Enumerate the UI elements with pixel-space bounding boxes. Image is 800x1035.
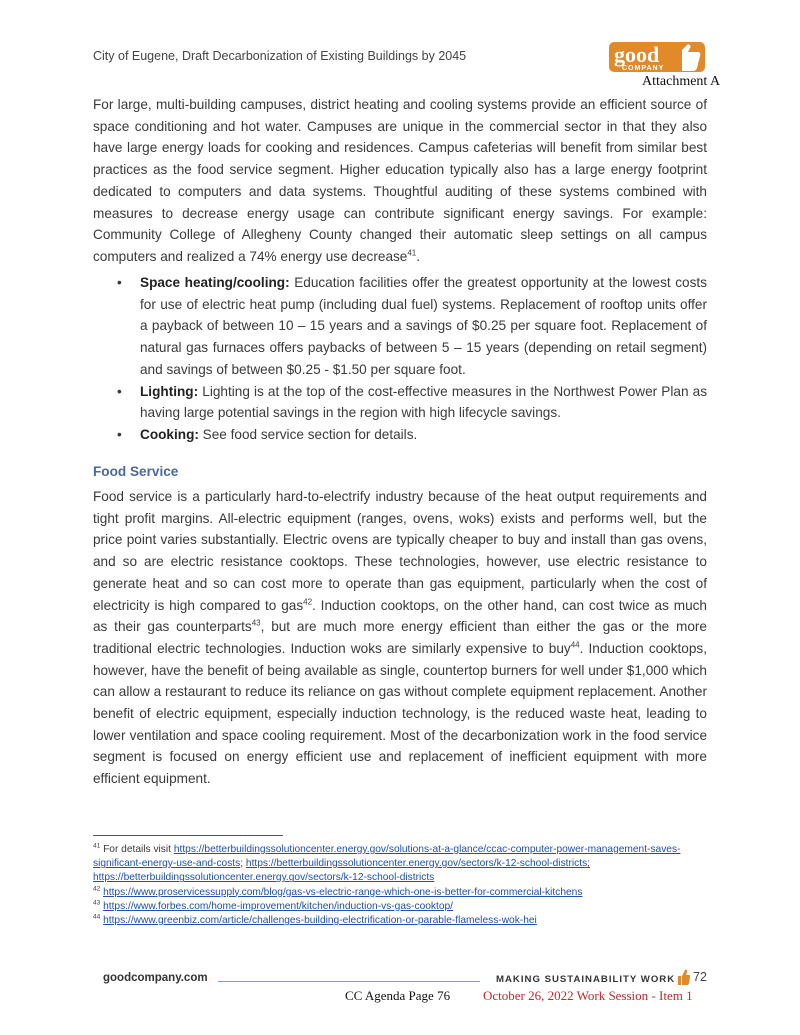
- footnote-42: [93, 886, 713, 900]
- footnote-link[interactable]: https://betterbuildingssolutioncenter.energy.gov/solutions-at-a-glance/ccac-computer-power-management-saves-significant-energy-use-and-costs: [93, 844, 681, 870]
- footnote-link[interactable]: https://www.greenbiz.com/article/challenges-building-electrification-or-parable-flameless-wok-hei: [103, 915, 537, 927]
- footnote-link[interactable]: ; https://betterbuildingssolutioncenter.energy.gov/sectors/k-12-school-districts: [93, 858, 591, 884]
- footnote-separator: ;: [240, 858, 246, 870]
- bullet-icon: •: [117, 426, 122, 442]
- footnote-ref-42: 42: [303, 596, 313, 606]
- bullet-label: Lighting:: [140, 383, 199, 399]
- bullet-label: Cooking:: [140, 426, 199, 442]
- footnotes: [93, 843, 713, 928]
- footnote-link[interactable]: https://www.proservicessupply.com/blog/gas-vs-electric-range-which-one-is-better-for-commercial-kitchens: [103, 886, 583, 898]
- footer-divider: [218, 981, 480, 982]
- thumbs-up-icon: [676, 968, 690, 986]
- agenda-page-label: CC Agenda Page 76: [345, 988, 451, 1003]
- list-item: [93, 424, 707, 446]
- attachment-label: Attachment A: [642, 74, 721, 89]
- footnote-41: [93, 843, 713, 886]
- footnote-number: 41: [93, 842, 101, 850]
- logo-text: good: [614, 42, 660, 67]
- footnote-number: 42: [93, 885, 101, 893]
- bullet-text: Lighting is at the top of the cost-effective measures in the Northwest Power Plan as having large potential savings in the region with high lifecycle savings.: [140, 383, 707, 421]
- food-service-paragraph: [93, 486, 707, 790]
- bullet-text: See food service section for details.: [198, 426, 418, 442]
- footnote-link[interactable]: https://www.forbes.com/home-improvement/kitchen/induction-vs-gas-cooktop/: [103, 900, 453, 912]
- bullet-text: Education facilities offer the greatest opportunity at the lowest costs for use of electric heat pump (including dual fuel) systems. Replacement of rooftop units offer a payback of between 10 – 15 years and a savings of $0.25 per square foot. Replacement of natural gas furnaces offers paybacks of between 5 – 15 years (depending on retail segment) and savings of between $0.25 - $1.50 per square foot.: [140, 275, 707, 377]
- bullet-label: Space heating/cooling:: [140, 275, 290, 290]
- food-service-text-3: , but are much more energy efficient than either the gas or the more traditional electric technologies. Induction woks are similarly expensive to buy: [93, 619, 707, 656]
- footnote-divider: [93, 835, 283, 836]
- education-measures-list: [93, 272, 707, 446]
- footnote-ref-44: 44: [570, 640, 580, 650]
- food-service-heading: Food Service: [93, 464, 179, 479]
- food-service-text-1: Food service is a particularly hard-to-electrify industry because of the heat output requirements and tight profit margins. All-electric equipment (ranges, ovens, woks) exists and performs well, but the price point varies substantially. Electric ovens are typically cheaper to buy and install than gas ovens, and so are electric resistance cooktops. These technologies, however, use electric resistance to generate heat and so can cost more to operate than gas equipment, particularly when the cost of electricity is high compared to gas: [93, 489, 707, 613]
- footnote-ref-43: 43: [251, 618, 261, 628]
- bullet-icon: •: [117, 383, 122, 399]
- footnote-ref-41: 41: [407, 248, 417, 258]
- page-number: 72: [693, 970, 707, 984]
- good-company-logo: [608, 40, 708, 76]
- food-service-text-4: . Induction cooktops, however, have the benefit of being available as single, countertop burners for well under $1,000 which can allow a restaurant to reduce its reliance on gas without complete equipment replacement. Another benefit of electric equipment, especially induction technology, is the reduced waste heat, leading to lower ventilation and space cooling requirement. Most of the decarbonization work in the food service segment is focused on energy efficient use and replacement of inefficient equipment with more efficient equipment.: [93, 640, 707, 787]
- footnote-43: [93, 900, 713, 914]
- intro-text: For large, multi-building campuses, district heating and cooling systems provide an efficient source of space conditioning and hot water. Campuses are unique in the commercial sector in that they also have large energy loads for cooking and residences. Campus cafeterias will benefit from similar best practices as the food service segment. Higher education typically also has a large energy footprint dedicated to computers and data systems. Thoughtful auditing of these systems combined with measures to decrease energy usage can contribute significant energy savings. For example: Community College of Allegheny County changed their automatic sleep settings on all campus computers and realized a 74% energy use decrease: [93, 97, 707, 264]
- food-service-text-2: . Induction cooktops, on the other hand, can cost twice as much as their gas counterparts: [93, 597, 707, 635]
- list-item: [93, 381, 707, 424]
- footer-tagline: MAKING SUSTAINABILITY WORK: [496, 974, 676, 985]
- logo-subtext: COMPANY: [622, 65, 665, 72]
- footnote-44: [93, 914, 713, 928]
- document-header-title: City of Eugene, Draft Decarbonization of Existing Buildings by 2045: [93, 49, 467, 63]
- footnote-text: For details visit: [100, 844, 174, 855]
- footnote-number: 43: [93, 899, 101, 907]
- footnote-link[interactable]: https://betterbuildingssolutioncenter.energy.gov/sectors/k-12-school-districts: [245, 858, 588, 870]
- work-session-label: October 26, 2022 Work Session - Item 1: [483, 988, 693, 1003]
- intro-paragraph: [93, 94, 707, 268]
- footer-site: goodcompany.com: [103, 972, 208, 984]
- footnote-number: 44: [93, 913, 101, 921]
- intro-end: .: [416, 248, 421, 264]
- list-item: [93, 272, 707, 381]
- bullet-icon: •: [117, 275, 122, 290]
